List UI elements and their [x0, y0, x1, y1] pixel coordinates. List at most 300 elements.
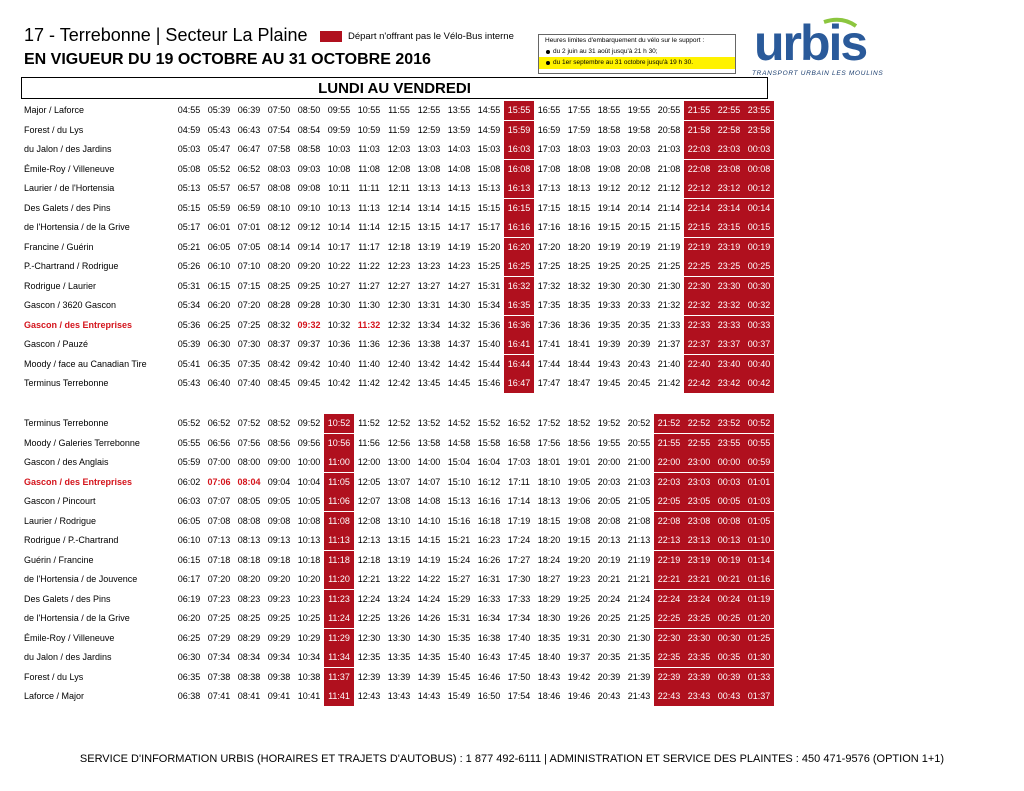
departure-time: 15:55	[504, 101, 534, 120]
departure-time: 17:55	[567, 105, 591, 115]
departure-time: 21:08	[627, 515, 651, 526]
departure-time: 00:39	[714, 668, 744, 687]
departure-time: 15:16	[447, 515, 471, 526]
departure-time: 15:20	[477, 241, 501, 252]
departure-time: 08:50	[297, 105, 321, 115]
departure-time: 11:22	[358, 261, 380, 271]
departure-time: 15:15	[477, 202, 501, 213]
departure-time: 00:19	[744, 238, 774, 257]
stop-name: Moody / face au Canadian Tire	[24, 358, 147, 369]
departure-time: 12:11	[388, 183, 410, 193]
departure-time: 21:03	[627, 476, 651, 487]
departure-time: 18:47	[567, 378, 591, 388]
departure-time: 16:16	[477, 496, 501, 506]
departure-time: 12:13	[357, 535, 381, 545]
departure-time: 08:13	[237, 535, 261, 545]
departure-time: 19:08	[597, 163, 621, 174]
departure-time: 17:41	[537, 339, 561, 349]
departure-time: 05:15	[177, 202, 201, 213]
departure-time: 16:23	[477, 535, 501, 545]
departure-time: 15:25	[477, 261, 501, 271]
departure-time: 18:32	[567, 280, 591, 291]
departure-time: 15:40	[477, 339, 501, 349]
departure-time: 13:13	[417, 183, 441, 193]
departure-time: 15:40	[447, 652, 471, 662]
departure-time: 18:56	[567, 437, 591, 448]
departure-time: 13:03	[417, 144, 441, 154]
departure-time: 23:08	[684, 512, 714, 531]
departure-time: 21:05	[627, 496, 651, 506]
departure-time: 09:12	[297, 222, 321, 232]
departure-time: 19:05	[567, 476, 591, 487]
departure-time: 22:15	[684, 218, 714, 237]
departure-time: 01:01	[744, 473, 774, 492]
table-row	[0, 648, 1024, 667]
departure-time: 15:59	[504, 121, 534, 140]
table-row	[0, 590, 1024, 609]
stop-name: Rodrigue / Laurier	[24, 280, 97, 291]
departure-time: 23:58	[744, 121, 774, 140]
departure-time: 06:30	[207, 339, 231, 349]
departure-time: 08:28	[267, 300, 291, 310]
departure-time: 12:59	[417, 124, 441, 135]
departure-time: 06:10	[207, 261, 231, 271]
departure-time: 06:25	[177, 632, 201, 643]
departure-time: 13:14	[417, 202, 441, 213]
departure-time: 19:06	[567, 496, 591, 506]
departure-time: 13:23	[417, 261, 441, 271]
departure-time: 14:13	[447, 183, 471, 193]
departure-time: 19:03	[597, 144, 621, 154]
departure-time: 10:29	[297, 632, 321, 643]
departure-time: 05:52	[207, 163, 231, 174]
departure-time: 14:00	[417, 457, 441, 467]
departure-time: 15:24	[447, 554, 471, 565]
departure-time: 06:05	[177, 515, 201, 526]
table-row	[0, 335, 1024, 354]
departure-time: 08:37	[267, 339, 291, 349]
departure-time: 22:14	[684, 199, 714, 218]
departure-time: 06:35	[207, 358, 231, 369]
departure-time: 19:23	[567, 574, 591, 584]
departure-time: 08:25	[267, 280, 291, 291]
table-row	[0, 101, 1024, 120]
departure-time: 11:05	[324, 473, 354, 492]
departure-time: 13:31	[417, 300, 441, 310]
departure-time: 06:02	[177, 476, 201, 487]
departure-time: 22:42	[684, 374, 714, 393]
departure-time: 14:39	[417, 671, 441, 682]
bike-note-title: Heures limites d'embarquement du vélo sur le support :	[545, 37, 705, 44]
departure-time: 19:46	[567, 691, 591, 701]
departure-time: 15:36	[477, 319, 501, 330]
stop-name: Gascon / des Anglais	[24, 457, 109, 467]
departure-time: 18:44	[567, 358, 591, 369]
departure-time: 11:36	[358, 339, 380, 349]
departure-time: 05:43	[177, 378, 201, 388]
departure-time: 14:24	[417, 593, 441, 604]
departure-time: 11:03	[358, 144, 380, 154]
departure-time: 16:20	[504, 238, 534, 257]
departure-time: 16:47	[504, 374, 534, 393]
departure-time: 11:23	[324, 590, 354, 609]
departure-time: 16:33	[477, 593, 501, 604]
departure-time: 09:23	[267, 593, 291, 604]
departure-time: 17:25	[537, 261, 561, 271]
departure-time: 17:44	[537, 358, 561, 369]
departure-time: 18:43	[537, 671, 561, 682]
table-row	[0, 218, 1024, 237]
departure-time: 15:29	[447, 593, 471, 604]
stop-name: Des Galets / des Pins	[24, 202, 111, 213]
departure-time: 10:56	[324, 434, 354, 453]
table-row	[0, 140, 1024, 159]
stop-name: Gascon / 3620 Gascon	[24, 300, 117, 310]
stop-name: Terminus Terrebonne	[24, 418, 109, 428]
bullet-icon	[546, 50, 550, 54]
departure-time: 07:23	[207, 593, 231, 604]
departure-time: 11:55	[388, 105, 410, 115]
departure-time: 08:34	[237, 652, 261, 662]
table-row	[0, 238, 1024, 257]
departure-time: 05:13	[177, 183, 201, 193]
departure-time: 10:13	[297, 535, 321, 545]
departure-time: 06:19	[177, 593, 201, 604]
departure-time: 10:55	[357, 105, 381, 115]
departure-time: 23:19	[714, 238, 744, 257]
departure-time: 11:56	[358, 437, 380, 448]
departure-time: 19:58	[627, 124, 651, 135]
departure-time: 00:40	[744, 355, 774, 374]
departure-time: 13:08	[387, 496, 411, 506]
departure-time: 17:08	[537, 163, 561, 174]
departure-time: 07:01	[237, 222, 261, 232]
departure-time: 10:40	[327, 358, 351, 369]
departure-time: 22:30	[654, 629, 684, 648]
departure-time: 09:59	[327, 124, 351, 135]
departure-time: 10:18	[297, 554, 321, 565]
departure-time: 20:25	[627, 261, 651, 271]
departure-time: 05:03	[177, 144, 201, 154]
departure-time: 14:59	[477, 124, 501, 135]
departure-time: 21:15	[657, 222, 681, 232]
departure-time: 07:41	[207, 691, 231, 701]
legend-text: Départ n'offrant pas le Vélo-Bus interne	[348, 31, 514, 42]
departure-time: 20:00	[597, 457, 621, 467]
departure-time: 16:38	[477, 632, 501, 643]
departure-time: 15:35	[447, 632, 471, 643]
departure-time: 19:55	[597, 437, 621, 448]
departure-time: 12:08	[357, 515, 381, 526]
departure-time: 18:15	[537, 515, 561, 526]
departure-time: 12:03	[387, 144, 411, 154]
departure-time: 05:39	[207, 105, 231, 115]
departure-time: 12:00	[357, 457, 381, 467]
departure-time: 15:13	[477, 183, 501, 193]
departure-time: 06:25	[207, 319, 231, 330]
departure-time: 13:42	[417, 358, 441, 369]
bike-note-line-highlighted	[539, 57, 735, 69]
departure-time: 23:15	[714, 218, 744, 237]
departure-time: 23:37	[714, 335, 744, 354]
logo-tagline: TRANSPORT URBAIN LES MOULINS	[752, 70, 884, 77]
departure-time: 21:21	[627, 574, 651, 584]
departure-time: 17:47	[537, 378, 561, 388]
departure-time: 20:25	[597, 613, 621, 623]
departure-time: 17:50	[507, 671, 531, 682]
departure-time: 14:32	[447, 319, 471, 330]
departure-time: 07:18	[207, 554, 231, 565]
departure-time: 14:52	[447, 418, 471, 428]
departure-time: 23:25	[684, 609, 714, 628]
departure-time: 16:36	[504, 316, 534, 335]
departure-time: 16:46	[477, 671, 501, 682]
departure-time: 16:26	[477, 554, 501, 565]
departure-time: 21:30	[657, 280, 681, 291]
departure-time: 13:30	[387, 632, 411, 643]
departure-time: 07:25	[237, 319, 261, 330]
departure-time: 20:39	[627, 339, 651, 349]
departure-time: 12:56	[387, 437, 411, 448]
departure-time: 13:58	[417, 437, 441, 448]
departure-time: 18:35	[567, 300, 591, 310]
departure-time: 23:25	[714, 257, 744, 276]
departure-time: 10:03	[327, 144, 351, 154]
table-row	[0, 492, 1024, 511]
stop-name: Guérin / Francine	[24, 554, 94, 565]
departure-time: 23:21	[684, 570, 714, 589]
departure-time: 12:25	[357, 613, 381, 623]
departure-time: 20:55	[627, 437, 651, 448]
departure-time: 12:52	[387, 418, 411, 428]
departure-time: 14:15	[447, 202, 471, 213]
urbis-logo	[752, 14, 892, 72]
departure-time: 08:00	[237, 457, 261, 467]
departure-time: 12:23	[387, 261, 411, 271]
departure-time: 14:55	[477, 105, 501, 115]
departure-time: 07:35	[237, 358, 261, 369]
departure-time: 10:38	[297, 671, 321, 682]
departure-time: 09:08	[267, 515, 291, 526]
departure-time: 10:34	[297, 652, 321, 662]
departure-time: 15:49	[447, 691, 471, 701]
departure-time: 19:35	[597, 319, 621, 330]
departure-time: 18:01	[537, 457, 561, 467]
table-row	[0, 551, 1024, 570]
departure-time: 14:35	[417, 652, 441, 662]
departure-time: 20:12	[627, 183, 651, 193]
departure-time: 19:25	[597, 261, 621, 271]
departure-time: 07:40	[237, 378, 261, 388]
departure-time: 00:03	[744, 140, 774, 159]
departure-time: 23:30	[684, 629, 714, 648]
stop-name: Laforce / Major	[24, 691, 85, 701]
departure-time: 19:42	[567, 671, 591, 682]
departure-time: 01:03	[744, 492, 774, 511]
departure-time: 00:08	[714, 512, 744, 531]
departure-time: 08:04	[237, 476, 261, 487]
stop-name: Rodrigue / P.-Chartrand	[24, 535, 119, 545]
departure-time: 19:14	[597, 202, 621, 213]
departure-time: 09:08	[297, 183, 321, 193]
table-row	[0, 609, 1024, 628]
stop-name: Gascon / Pauzé	[24, 339, 89, 349]
departure-time: 09:20	[297, 261, 321, 271]
departure-time: 20:14	[627, 202, 651, 213]
departure-time: 07:30	[237, 339, 261, 349]
departure-time: 18:20	[537, 535, 561, 545]
departure-time: 08:18	[237, 554, 261, 565]
stop-name: de l'Hortensia / de la Grive	[24, 613, 130, 623]
departure-time: 09:29	[267, 632, 291, 643]
departure-time: 11:20	[324, 570, 354, 589]
departure-time: 08:03	[267, 163, 291, 174]
departure-time: 17:13	[537, 183, 561, 193]
departure-time: 06:57	[237, 183, 261, 193]
departure-time: 00:24	[714, 590, 744, 609]
departure-time: 13:10	[387, 515, 411, 526]
departure-time: 14:17	[447, 222, 471, 232]
departure-time: 14:15	[417, 535, 441, 545]
departure-time: 08:52	[267, 418, 291, 428]
departure-time: 09:03	[297, 163, 321, 174]
departure-time: 07:25	[207, 613, 231, 623]
departure-time: 00:03	[714, 473, 744, 492]
departure-time: 00:00	[714, 453, 744, 472]
departure-time: 15:44	[477, 358, 501, 369]
departure-time: 20:08	[627, 163, 651, 174]
departure-time: 14:07	[417, 476, 441, 487]
departure-time: 22:35	[654, 648, 684, 667]
departure-time: 20:24	[597, 593, 621, 604]
departure-time: 17:27	[507, 554, 531, 565]
table-row	[0, 687, 1024, 706]
departure-time: 00:19	[714, 551, 744, 570]
departure-time: 05:57	[207, 183, 231, 193]
departure-time: 15:03	[477, 144, 501, 154]
departure-time: 16:58	[507, 437, 531, 448]
departure-time: 10:41	[297, 691, 321, 701]
departure-time: 09:42	[297, 358, 321, 369]
departure-time: 16:04	[477, 457, 501, 467]
departure-time: 23:39	[684, 668, 714, 687]
departure-time: 12:55	[417, 105, 441, 115]
departure-time: 04:59	[177, 124, 201, 135]
departure-time: 05:43	[207, 124, 231, 135]
departure-time: 21:40	[657, 358, 681, 369]
departure-time: 18:52	[567, 418, 591, 428]
departure-time: 19:15	[567, 535, 591, 545]
departure-time: 21:03	[657, 144, 681, 154]
departure-time: 16:13	[504, 179, 534, 198]
departure-time: 19:33	[597, 300, 621, 310]
departure-time: 09:45	[297, 378, 321, 388]
table-row	[0, 160, 1024, 179]
departure-time: 20:35	[627, 319, 651, 330]
departure-time: 06:10	[177, 535, 201, 545]
departure-time: 06:03	[177, 496, 201, 506]
departure-time: 13:19	[417, 241, 441, 252]
stop-name: Laurier / de l'Hortensia	[24, 183, 115, 193]
departure-time: 16:03	[504, 140, 534, 159]
stop-name: du Jalon / des Jardins	[24, 144, 112, 154]
departure-time: 20:03	[627, 144, 651, 154]
departure-time: 16:50	[477, 691, 501, 701]
departure-time: 17:32	[537, 280, 561, 291]
departure-time: 18:58	[597, 124, 621, 135]
departure-time: 21:14	[657, 202, 681, 213]
departure-time: 12:42	[387, 378, 411, 388]
departure-time: 05:08	[177, 163, 201, 174]
departure-time: 00:21	[714, 570, 744, 589]
departure-time: 05:55	[177, 437, 201, 448]
departure-time: 00:43	[714, 687, 744, 706]
departure-time: 17:33	[507, 593, 531, 604]
departure-time: 12:27	[387, 280, 411, 291]
departure-time: 20:30	[627, 280, 651, 291]
table-row	[0, 453, 1024, 472]
table-row	[0, 316, 1024, 335]
departure-time: 12:05	[357, 476, 381, 487]
departure-time: 12:36	[387, 339, 411, 349]
departure-time: 14:37	[447, 339, 471, 349]
departure-time: 10:59	[357, 124, 381, 135]
departure-time: 09:25	[267, 613, 291, 623]
departure-time: 05:31	[177, 280, 201, 291]
departure-time: 23:52	[714, 414, 744, 433]
departure-time: 08:25	[237, 613, 261, 623]
departure-time: 10:27	[327, 280, 351, 291]
departure-time: 10:08	[297, 515, 321, 526]
departure-time: 11:18	[324, 551, 354, 570]
departure-time: 18:41	[567, 339, 591, 349]
departure-time: 07:05	[237, 241, 261, 252]
departure-time: 14:27	[447, 280, 471, 291]
departure-time: 08:42	[267, 358, 291, 369]
departure-time: 18:55	[597, 105, 621, 115]
departure-time: 01:30	[744, 648, 774, 667]
departure-time: 00:32	[744, 296, 774, 315]
departure-time: 11:24	[324, 609, 354, 628]
departure-time: 00:52	[744, 414, 774, 433]
departure-time: 20:05	[597, 496, 621, 506]
departure-time: 07:58	[267, 144, 291, 154]
stop-name: Terminus Terrebonne	[24, 378, 109, 388]
departure-time: 12:08	[387, 163, 411, 174]
departure-time: 21:33	[657, 319, 681, 330]
departure-time: 17:30	[507, 574, 531, 584]
departure-time: 15:31	[477, 280, 501, 291]
departure-time: 23:40	[714, 355, 744, 374]
departure-time: 22:19	[684, 238, 714, 257]
departure-time: 06:38	[177, 691, 201, 701]
departure-time: 00:14	[744, 199, 774, 218]
departure-time: 15:21	[447, 535, 471, 545]
departure-time: 14:26	[417, 613, 441, 623]
departure-time: 10:30	[327, 300, 351, 310]
departure-time: 17:20	[537, 241, 561, 252]
departure-time: 08:08	[237, 515, 261, 526]
departure-time: 05:59	[207, 202, 231, 213]
departure-time: 08:12	[267, 222, 291, 232]
departure-time: 15:45	[447, 671, 471, 682]
departure-time: 09:55	[327, 105, 351, 115]
departure-time: 13:34	[417, 319, 441, 330]
departure-time: 21:42	[657, 378, 681, 388]
departure-time: 14:58	[447, 437, 471, 448]
departure-time: 06:35	[177, 671, 201, 682]
departure-time: 17:36	[537, 319, 561, 330]
